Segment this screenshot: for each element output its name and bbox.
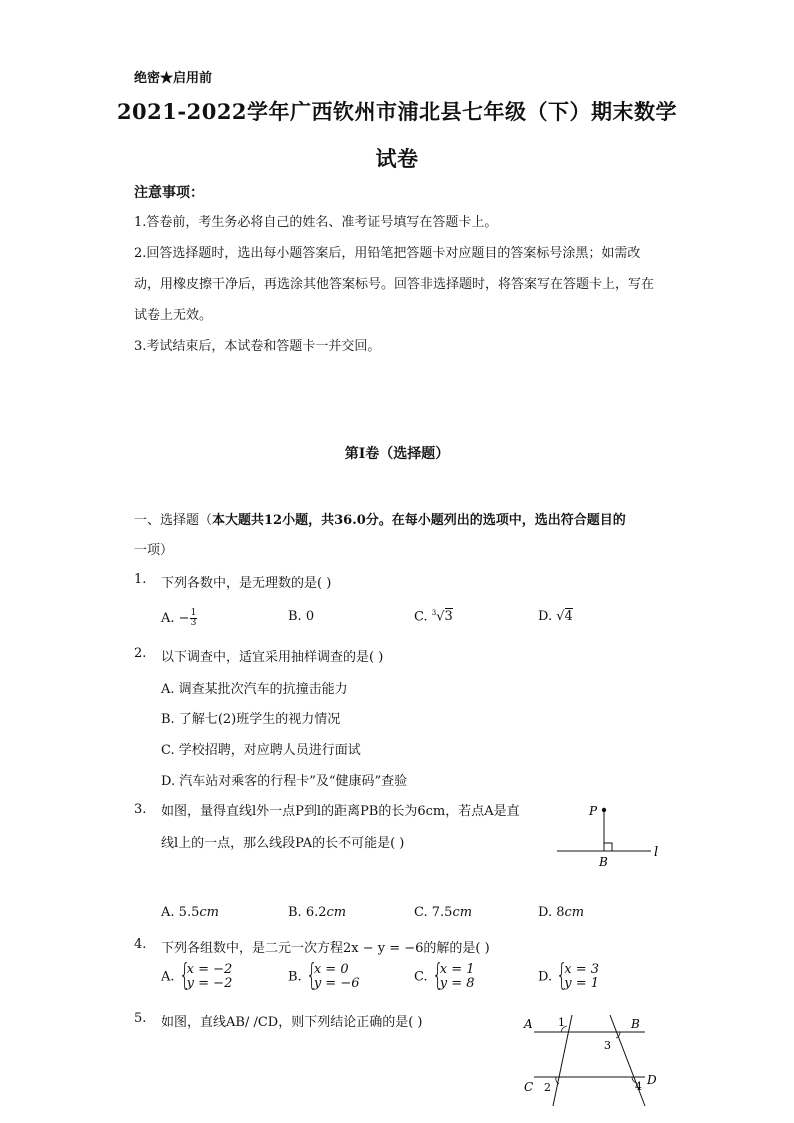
equation-system: { x = 0 y = −6 (305, 958, 360, 993)
label-angle-3: 3 (604, 1039, 611, 1052)
radical-sign: √ (556, 609, 565, 624)
note-item-1: 1.答卷前，考生务必将自己的姓名、准考证号填写在答题卡上。 (134, 215, 498, 230)
label-angle-4: 4 (635, 1080, 642, 1093)
secret-label: 绝密★启用前 (134, 71, 213, 86)
q3-number: 3. (134, 802, 147, 817)
q2-option-c: C. 学校招聘，对应聘人员进行面试 (161, 743, 361, 758)
q1-option-b: B. 0 (288, 609, 315, 624)
part1-bold: 本大题共12小题，共36.0分。在每小题列出的选项中，选出符合题目的 (212, 513, 626, 528)
q1-option-c: C. $^3$√3 (414, 609, 453, 625)
q3-figure (555, 800, 665, 870)
label-a: A (524, 1017, 533, 1031)
q3-text-line2: 线l上的一点，那么线段PA的长不可能是( ) (161, 836, 405, 851)
point-p (602, 808, 606, 812)
label-b: B (599, 855, 608, 869)
label-p: P (589, 804, 598, 818)
q1-option-a: A. − $\frac{1}{3}$ (161, 608, 197, 628)
q4-number: 4. (134, 937, 147, 952)
q4-option-b: B. { x = 0 y = −6 (288, 958, 360, 993)
q3-text-line1: 如图，量得直线l外一点P到l的距离PB的长为6cm，若点A是直 (161, 804, 520, 819)
label-b: B (631, 1017, 640, 1031)
note-item-3: 3.考试结束后，本试卷和答题卡一并交回。 (134, 339, 381, 354)
section-title: 第I卷（选择题） (344, 446, 450, 462)
label-c: C (524, 1080, 534, 1094)
equation-system: { x = −2 y = −2 (178, 958, 233, 993)
q3-option-a: A. 5.5cm (161, 905, 219, 920)
q2-option-d: D. 汽车站对乘客的行程卡”及“健康码”查验 (161, 774, 408, 789)
q2-text: 以下调查中，适宜采用抽样调查的是( ) (161, 650, 384, 665)
q1-text: 下列各数中，是无理数的是( ) (161, 576, 332, 591)
label-d: D (647, 1073, 657, 1087)
part1-line2: 一项） (134, 543, 174, 558)
part1-prefix: 一、选择题（ (134, 513, 213, 528)
label-l: l (654, 845, 659, 860)
q4-option-a: A. { x = −2 y = −2 (161, 958, 233, 993)
right-angle-mark (604, 843, 612, 851)
label-angle-2: 2 (544, 1081, 551, 1094)
q5-text: 如图，直线AB/ /CD，则下列结论正确的是( ) (161, 1015, 423, 1030)
q2-option-b: B. 了解七(2)班学生的视力情况 (161, 712, 341, 727)
equation-system: { x = 1 y = 8 (431, 958, 475, 993)
q4-option-d: D. { x = 3 y = 1 (538, 958, 600, 993)
notes-heading: 注意事项： (134, 185, 204, 201)
q3-option-d: D. 8cm (538, 905, 585, 920)
exam-title-line2: 试卷 (375, 146, 419, 171)
radical-sign: √ (436, 609, 445, 625)
fraction: $\frac{1}{3}$ (190, 608, 197, 628)
exam-title-line1: 2021-2022学年广西钦州市浦北县七年级（下）期末数学 (116, 99, 678, 124)
q1-number: 1. (134, 572, 147, 587)
q2-option-a: A. 调查某批次汽车的抗撞击能力 (161, 682, 348, 697)
q4-option-c: C. { x = 1 y = 8 (414, 958, 475, 993)
part1-heading (134, 506, 664, 566)
q2-number: 2. (134, 646, 147, 661)
note-item-2: 2.回答选择题时，选出每小题答案后，用铅笔把答题卡对应题目的答案标号涂黑；如需改动，用橡皮擦干净后，再选涂其他答案标号。回答非选择题时，将答案写在答题卡上，写在试卷上无效。 (134, 246, 655, 323)
q4-text: 下列各组数中，是二元一次方程2x − y = −6的解的是( ) (161, 941, 490, 956)
q5-figure (520, 1010, 670, 1110)
q3-option-b: B. 6.2cm (288, 905, 347, 920)
q3-option-c: C. 7.5cm (414, 905, 473, 920)
q5-number: 5. (134, 1011, 147, 1026)
q1-option-d: D. √4 (538, 609, 573, 624)
equation-system: { x = 3 y = 1 (556, 958, 600, 993)
label-angle-1: 1 (558, 1016, 565, 1029)
